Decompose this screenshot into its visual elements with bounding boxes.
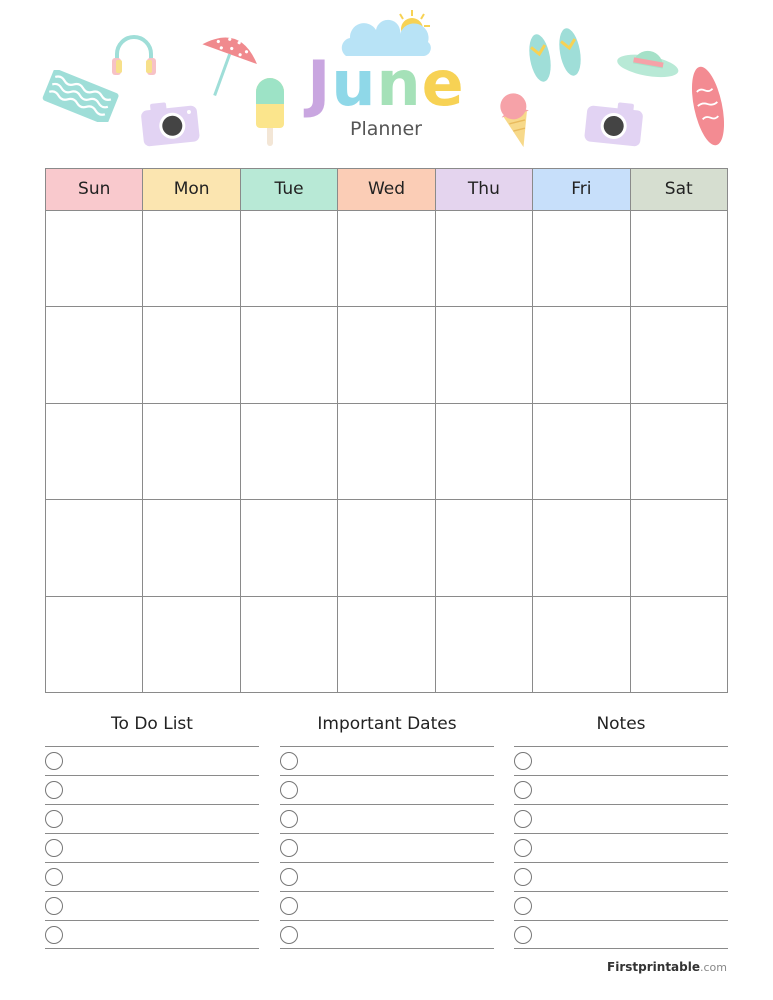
checkbox-circle-icon[interactable] (280, 752, 298, 770)
checkbox-circle-icon[interactable] (45, 752, 63, 770)
list-item[interactable] (45, 775, 259, 804)
sun-hat-icon (616, 36, 682, 82)
checkbox-circle-icon[interactable] (45, 897, 63, 915)
checkbox-circle-icon[interactable] (280, 868, 298, 886)
calendar-day-cell[interactable] (143, 597, 240, 692)
calendar-day-cell[interactable] (436, 307, 533, 402)
checkbox-circle-icon[interactable] (514, 810, 532, 828)
checkbox-circle-icon[interactable] (45, 868, 63, 886)
important-dates-title: Important Dates (317, 714, 457, 734)
camera-icon (582, 98, 646, 148)
camera-icon (138, 98, 202, 148)
calendar-day-cell[interactable] (631, 500, 727, 595)
calendar-day-cell[interactable] (46, 211, 143, 306)
calendar-day-cell[interactable] (46, 500, 143, 595)
checkbox-circle-icon[interactable] (45, 781, 63, 799)
calendar-day-cell[interactable] (436, 211, 533, 306)
footer-brand[interactable] (607, 960, 727, 974)
weekday-sat: Sat (631, 169, 727, 210)
calendar-day-cell[interactable] (143, 211, 240, 306)
flip-flops-icon (524, 26, 588, 88)
calendar-day-cell[interactable] (631, 211, 727, 306)
checkbox-circle-icon[interactable] (45, 810, 63, 828)
important-dates-list (280, 712, 494, 949)
calendar-day-cell[interactable] (436, 404, 533, 499)
list-item[interactable] (45, 746, 259, 775)
list-item[interactable] (280, 891, 494, 920)
list-item[interactable] (280, 746, 494, 775)
checkbox-circle-icon[interactable] (514, 781, 532, 799)
list-item[interactable] (280, 775, 494, 804)
calendar-body (46, 211, 727, 692)
calendar-day-cell[interactable] (533, 500, 630, 595)
list-item[interactable] (280, 833, 494, 862)
list-item[interactable] (280, 804, 494, 833)
list-item[interactable] (45, 920, 259, 949)
calendar-day-cell[interactable] (436, 597, 533, 692)
month-title-letter: e (421, 47, 465, 120)
calendar-day-cell[interactable] (436, 500, 533, 595)
calendar-day-cell[interactable] (533, 307, 630, 402)
list-item[interactable] (514, 891, 728, 920)
calendar-day-cell[interactable] (241, 597, 338, 692)
calendar-day-cell[interactable] (241, 211, 338, 306)
calendar-day-cell[interactable] (143, 404, 240, 499)
calendar-day-cell[interactable] (143, 307, 240, 402)
checkbox-circle-icon[interactable] (514, 752, 532, 770)
month-title (300, 48, 472, 120)
calendar-week-row (46, 404, 727, 500)
month-title-letter: J (307, 47, 332, 120)
checkbox-circle-icon[interactable] (514, 897, 532, 915)
calendar-day-cell[interactable] (338, 500, 435, 595)
popsicle-icon (250, 78, 290, 150)
calendar-day-cell[interactable] (241, 404, 338, 499)
todo-list-title: To Do List (111, 714, 193, 734)
list-item[interactable] (514, 833, 728, 862)
list-item[interactable] (45, 833, 259, 862)
list-item[interactable] (514, 920, 728, 949)
list-item[interactable] (514, 804, 728, 833)
notes-title: Notes (596, 714, 646, 734)
calendar-day-cell[interactable] (533, 597, 630, 692)
calendar-week-row (46, 307, 727, 403)
calendar-day-cell[interactable] (46, 307, 143, 402)
month-title-letter: n (376, 47, 422, 120)
checkbox-circle-icon[interactable] (280, 810, 298, 828)
calendar-week-row (46, 211, 727, 307)
checkbox-circle-icon[interactable] (45, 926, 63, 944)
checkbox-circle-icon[interactable] (514, 839, 532, 857)
weekday-wed: Wed (338, 169, 435, 210)
checkbox-circle-icon[interactable] (280, 781, 298, 799)
header (0, 0, 773, 160)
ice-cream-icon (494, 82, 538, 152)
notes-list (514, 712, 728, 949)
list-item[interactable] (45, 891, 259, 920)
calendar-day-cell[interactable] (338, 404, 435, 499)
checkbox-circle-icon[interactable] (280, 926, 298, 944)
calendar-day-cell[interactable] (631, 597, 727, 692)
weekday-fri: Fri (533, 169, 630, 210)
calendar-day-cell[interactable] (338, 307, 435, 402)
weekday-header (46, 169, 727, 211)
calendar-day-cell[interactable] (143, 500, 240, 595)
calendar-week-row (46, 597, 727, 692)
calendar-day-cell[interactable] (533, 211, 630, 306)
calendar-day-cell[interactable] (533, 404, 630, 499)
footer-brand-suffix: .com (700, 961, 727, 974)
calendar-day-cell[interactable] (631, 307, 727, 402)
weekday-sun: Sun (46, 169, 143, 210)
headphones-icon (108, 30, 160, 80)
checkbox-circle-icon[interactable] (280, 897, 298, 915)
month-title-letter: u (331, 47, 377, 120)
list-item[interactable] (514, 775, 728, 804)
calendar-week-row (46, 500, 727, 596)
checkbox-circle-icon[interactable] (514, 926, 532, 944)
weekday-thu: Thu (436, 169, 533, 210)
todo-list (45, 712, 259, 949)
calendar-day-cell[interactable] (46, 597, 143, 692)
calendar-day-cell[interactable] (338, 211, 435, 306)
weekday-tue: Tue (241, 169, 338, 210)
calendar-day-cell[interactable] (241, 307, 338, 402)
calendar-day-cell[interactable] (631, 404, 727, 499)
checkbox-circle-icon[interactable] (45, 839, 63, 857)
calendar-day-cell[interactable] (241, 500, 338, 595)
surfboard-icon (686, 62, 730, 150)
planner-subtitle: Planner (350, 118, 422, 140)
weekday-mon: Mon (143, 169, 240, 210)
checkbox-circle-icon[interactable] (280, 839, 298, 857)
checkbox-circle-icon[interactable] (514, 868, 532, 886)
calendar-day-cell[interactable] (46, 404, 143, 499)
list-item[interactable] (45, 804, 259, 833)
list-item[interactable] (280, 862, 494, 891)
list-item[interactable] (514, 862, 728, 891)
calendar-grid (45, 168, 728, 693)
list-item[interactable] (514, 746, 728, 775)
list-item[interactable] (45, 862, 259, 891)
list-item[interactable] (280, 920, 494, 949)
footer-brand-name: Firstprintable (607, 960, 700, 974)
calendar-day-cell[interactable] (338, 597, 435, 692)
